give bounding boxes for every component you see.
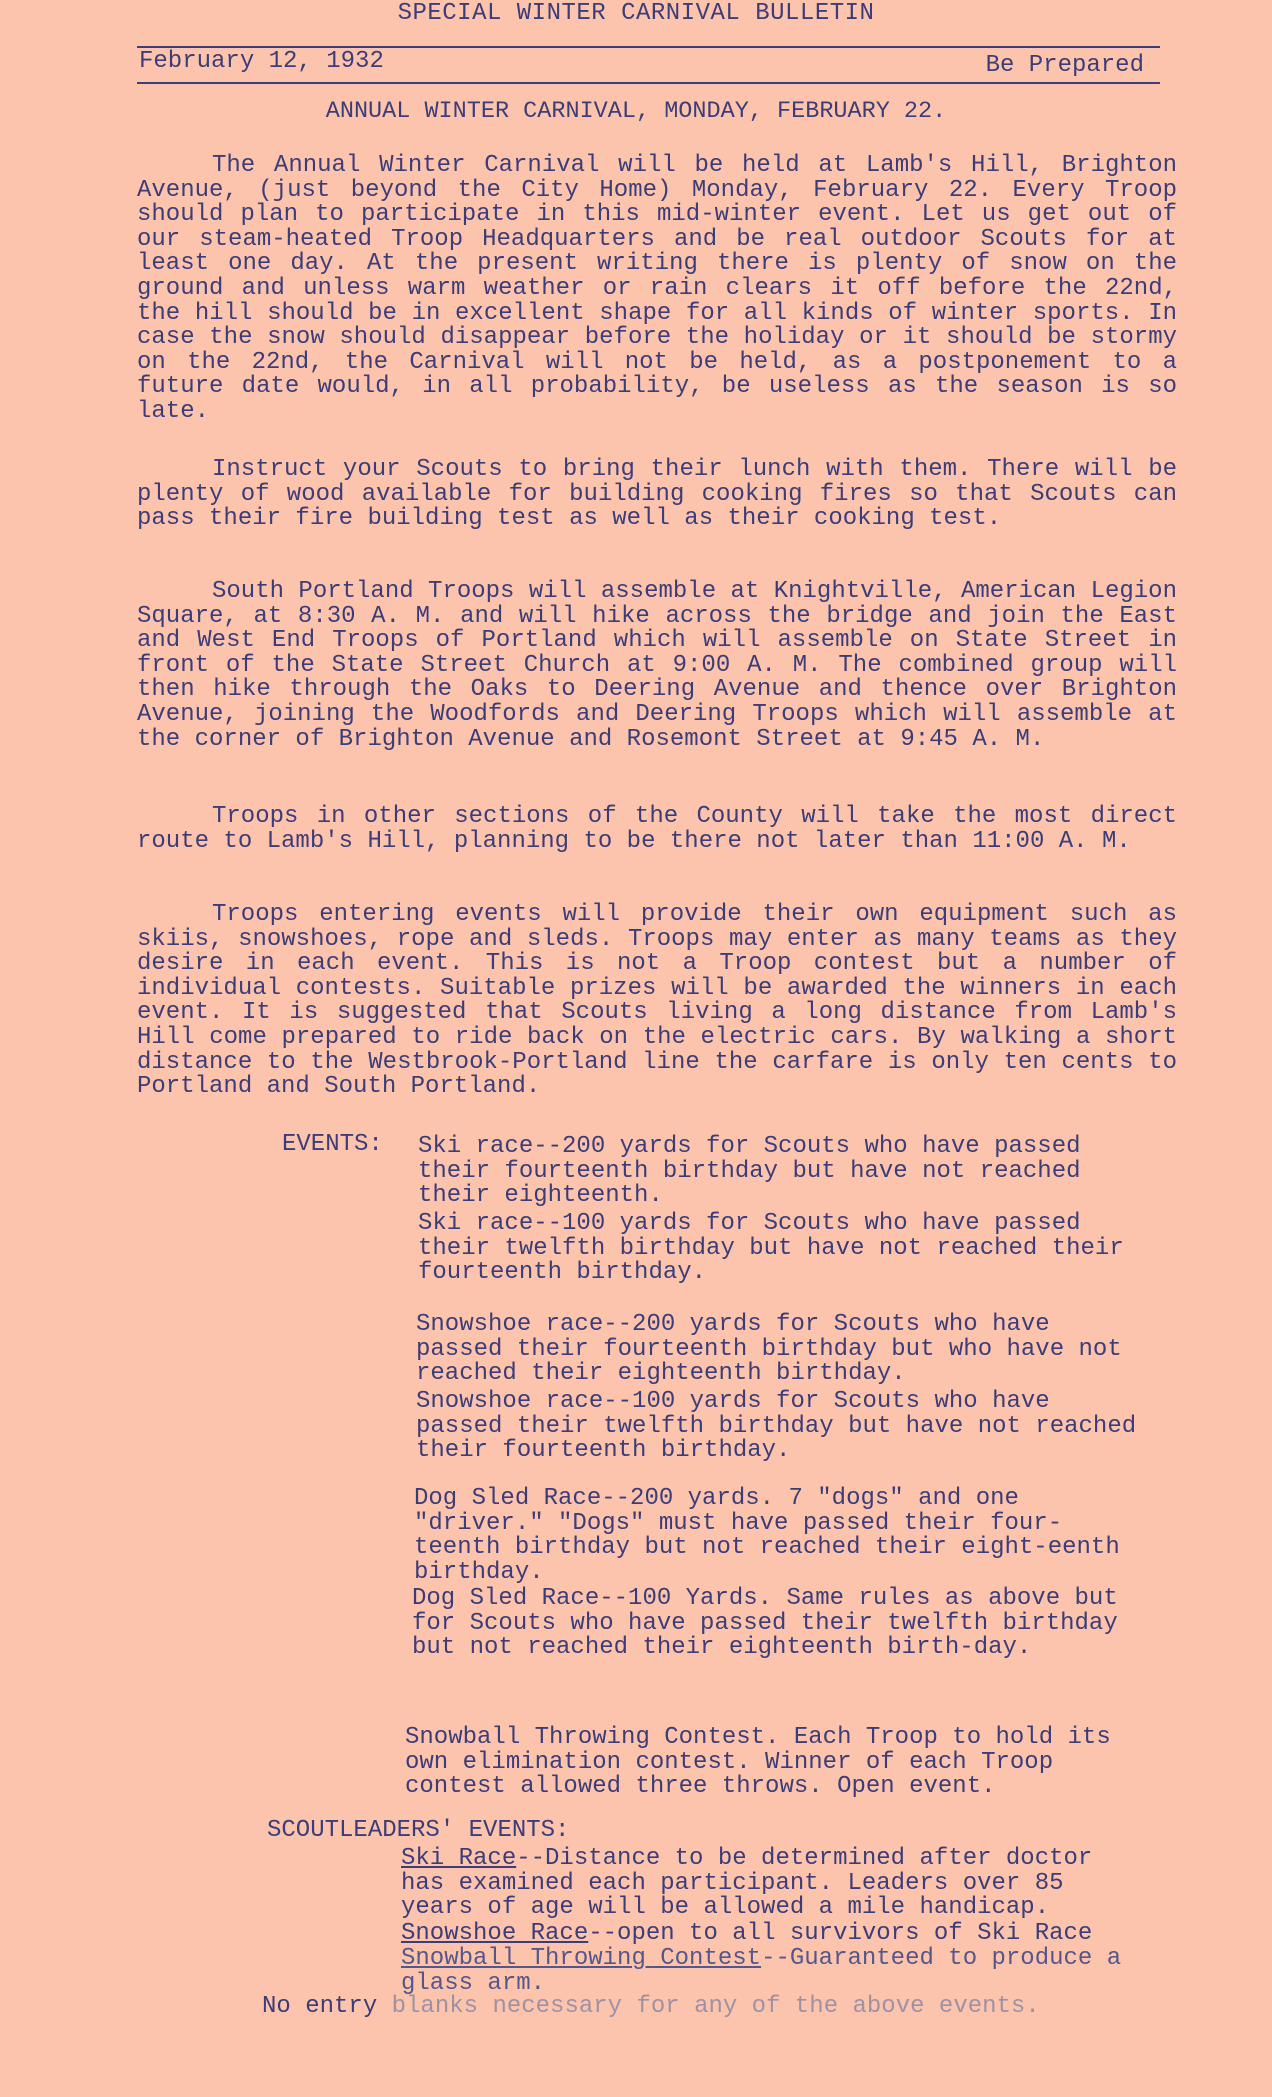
headline: ANNUAL WINTER CARNIVAL, MONDAY, FEBRUARY 22. [325,98,947,125]
paragraph-other-troops: Troops in other sections of the County will take the most direct route to Lamb's Hill, planning to be there not later than 11:00 A. M. [137,803,1177,855]
paragraph-assembly: South Portland Troops will assemble at Knightville, American Legion Square, at 8:30 A. M. and will hike across the bridge and join the East and West End Troops of Portland which will assemble on State Street in front of the State Street Church at 9:00 A. M. The combined group will then hike through the Oaks to Deering Avenue and thence over Brighton Avenue, joining the Woodfords and Deering Troops which will assemble at the corner of Brighton Avenue and Rosemont Street at 9:45 A. M. [137,578,1177,753]
leader-event-text: --open to all survivors of Ski Race [588,1920,1093,1947]
leader-event-name: Snowball Throwing Contest [401,1945,762,1972]
paragraph-announcement: The Annual Winter Carnival will be held at Lamb's Hill, Brighton Avenue, (just beyond the City Home) Monday, February 22. Every Troop should plan to participate in this mid-winter event. Let us get out of our steam-heated Troop Headquarters and be real outdoor Scouts for at least one day. At the present writing there is plenty of snow on the ground and unless warm weather or rain clears it off before the 22nd, the hill should be in excellent shape for all kinds of winter sports. In case the snow should disappear before the holiday or it should be stormy on the 22nd, the Carnival will not be held, as a postponement to a future date would, in all probability, be useless as the season is so late. [137,152,1177,425]
event-snowshoe-race-100: Snowshoe race--100 yards for Scouts who have passed their twelfth birthday but have not reached their fourteenth birthday. [416,1388,1137,1465]
scoutleaders-events-label: SCOUTLEADERS' EVENTS: [267,1817,570,1844]
footer-note-lead: No entry [262,1993,378,2020]
leader-event-name: Ski Race [401,1845,517,1872]
events-label: EVENTS: [282,1131,383,1158]
event-ski-race-100: Ski race--100 yards for Scouts who have passed their twelfth birthday but have not reached their fourteenth birthday. [418,1210,1124,1287]
bulletin-motto: Be Prepared [985,52,1144,79]
leader-event-name: Snowshoe Race [401,1920,589,1947]
event-ski-race-200: Ski race--200 yards for Scouts who have passed their fourteenth birthday but have not reached their eighteenth. [418,1133,1081,1210]
event-dog-sled-200: Dog Sled Race--200 yards. 7 "dogs" and one "driver." "Dogs" must have passed their four-teenth birthday but not reached their eight-eenth birthday. [414,1485,1120,1586]
event-snowball-throwing: Snowball Throwing Contest. Each Troop to hold its own elimination contest. Winner of each Troop contest allowed three throws. Open event. [405,1724,1111,1801]
dateline [137,46,1160,78]
bulletin-date: February 12, 1932 [139,48,384,75]
bulletin-title: SPECIAL WINTER CARNIVAL BULLETIN [397,0,875,27]
leader-event-snowshoe-race [401,1922,1143,1947]
leader-event-text: --Distance to be determined after doctor has examined each participant. Leaders over 85 years of age will be allowed a mile handicap. [401,1845,1093,1922]
event-snowshoe-race-200: Snowshoe race--200 yards for Scouts who have passed their fourteenth birthday but who have not reached their eighteenth birthday. [416,1311,1122,1388]
event-dog-sled-100: Dog Sled Race--100 Yards. Same rules as above but for Scouts who have passed their twelfth birthday but not reached their eighteenth birth-day. [412,1585,1118,1662]
leader-event-text: --Guaranteed to produce a glass arm. [401,1945,1122,1997]
footer-note [262,1995,1162,2020]
paragraph-lunch: Instruct your Scouts to bring their lunch with them. There will be plenty of wood available for building cooking fires so that Scouts can pass their fire building test as well as their cooking test. [137,456,1177,533]
leader-event-ski-race [401,1847,1143,1921]
leader-event-snowball-throwing [401,1947,1143,1996]
footer-note-faded: blanks necessary for any of the above events. [377,1993,1040,2020]
paragraph-equipment: Troops entering events will provide their own equipment such as skiis, snowshoes, rope and sleds. Troops may enter as many teams as they desire in each event. This is not a Troop contest but a number of individual contests. Suitable prizes will be awarded the winners in each event. It is suggested that Scouts living a long distance from Lamb's Hill come prepared to ride back on the electric cars. By walking a short distance to the Westbrook-Portland line the carfare is only ten cents to Portland and South Portland. [137,901,1177,1101]
